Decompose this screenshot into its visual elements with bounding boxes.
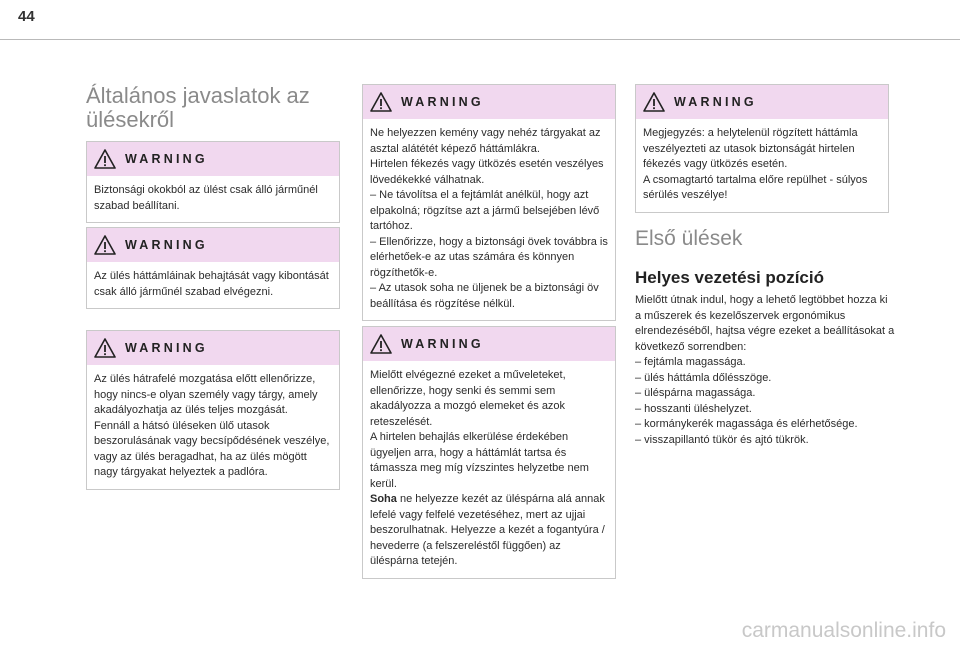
intro-paragraph: Mielőtt útnak indul, hogy a lehető legtöbbet hozza ki a műszerek és kezelőszervek ergonómikus elrendezéséből, hajtsa végre ezeket a beállításokat a következő sorrendben: bbox=[635, 294, 895, 353]
list-item: – ülés háttámla dőlésszöge. bbox=[635, 371, 772, 384]
list-item: – visszapillantó tükör és ajtó tükrök. bbox=[635, 433, 809, 446]
warning-header bbox=[363, 85, 615, 119]
warning-list-item: – Az utasok soha ne üljenek be a biztonsági öv beállítása és rögzítése nélkül. bbox=[370, 282, 599, 310]
page-number: 44 bbox=[18, 8, 35, 25]
list-item: – fejtámla magassága. bbox=[635, 356, 746, 368]
page-title: Általános javaslatok az ülésekről bbox=[86, 83, 310, 132]
warning-paragraph: A hirtelen behajlás elkerülése érdekében ügyeljen arra, hogy a háttámlát tartsa és támassza meg míg vízszintes helyzetbe nem kerül. bbox=[370, 431, 589, 490]
emphasis-word: Soha bbox=[370, 493, 397, 505]
warning-paragraph: Hirtelen fékezés vagy ütközés esetén veszélyes lövedékekké válhatnak. bbox=[370, 158, 604, 186]
warning-text bbox=[87, 262, 339, 308]
warning-box bbox=[86, 141, 340, 223]
warning-label: WARNING bbox=[401, 95, 484, 109]
warning-paragraph: Az ülés hátrafelé mozgatása előtt ellenőrizze, hogy nincs-e olyan személy vagy tárgy, amely akadályozhatja az ülés teljes mozgását. bbox=[94, 373, 318, 416]
warning-triangle-icon bbox=[643, 92, 665, 112]
warning-paragraph: Biztonsági okokból az ülést csak álló járműnél szabad beállítani. bbox=[94, 184, 318, 212]
warning-text bbox=[636, 119, 888, 212]
warning-list-item: – Ne távolítsa el a fejtámlát anélkül, hogy azt elpakolná; rögzítse azt a jármű belsejében lévő tartóhoz. bbox=[370, 189, 600, 232]
warning-triangle-icon bbox=[94, 235, 116, 255]
warning-header bbox=[87, 331, 339, 365]
warning-paragraph: Fennáll a hátsó üléseken ülő utasok beszorulásának vagy becsípődésének veszélye, vagy az ülés beragadhat, ha az ülés mögött nagy tárgyakat helyeztek a padlóra. bbox=[94, 419, 330, 478]
warning-paragraph: Mielőtt elvégezné ezeket a műveleteket, ellenőrizze, hogy senki és semmi sem akadályozza a mozgó elemeket és azok reteszelését. bbox=[370, 369, 566, 428]
warning-triangle-icon bbox=[94, 149, 116, 169]
warning-header bbox=[87, 228, 339, 262]
watermark-text: carmanualsonline.info bbox=[741, 619, 946, 642]
warning-header bbox=[363, 327, 615, 361]
warning-label: WARNING bbox=[674, 95, 757, 109]
warning-box bbox=[86, 227, 340, 309]
section-title: Első ülések bbox=[635, 227, 743, 250]
warning-box bbox=[635, 84, 889, 213]
warning-header bbox=[87, 142, 339, 176]
warning-triangle-icon bbox=[370, 92, 392, 112]
warning-paragraph: Megjegyzés: a helytelenül rögzített háttámla veszélyezteti az utasok biztonságát hirtelen fékezés vagy ütközés esetén. bbox=[643, 127, 858, 170]
warning-box bbox=[86, 330, 340, 490]
warning-paragraph bbox=[370, 492, 608, 570]
warning-text bbox=[87, 176, 339, 222]
warning-label: WARNING bbox=[125, 238, 208, 252]
list-item: – üléspárna magassága. bbox=[635, 387, 756, 399]
list-item: – hosszanti üléshelyzet. bbox=[635, 402, 752, 415]
warning-triangle-icon bbox=[370, 334, 392, 354]
warning-text bbox=[363, 119, 615, 320]
list-item: – kormánykerék magassága és elérhetősége. bbox=[635, 418, 858, 430]
warning-label: WARNING bbox=[125, 152, 208, 166]
subsection-title: Helyes vezetési pozíció bbox=[635, 268, 824, 287]
warning-paragraph: A csomagtartó tartalma előre repülhet - súlyos sérülés veszélye! bbox=[643, 173, 868, 201]
warning-text-rest: ne helyezze kezét az üléspárna alá annak lefelé vagy felfelé vezetéséhez, mert az ujjai beszorulhatnak. Helyezze a kezét a fogantyúra / hevederre (a felszereléstől függően) az üléspárna tetején. bbox=[370, 493, 605, 567]
warning-triangle-icon bbox=[94, 338, 116, 358]
warning-list-item: – Ellenőrizze, hogy a biztonsági övek továbbra is elérhetőek-e az utas számára és könnyen rögzíthetők-e. bbox=[370, 235, 608, 279]
warning-box bbox=[362, 326, 616, 579]
warning-label: WARNING bbox=[125, 341, 208, 355]
warning-paragraph: Az ülés háttámláinak behajtását vagy kibontását csak álló járműnél szabad elvégezni. bbox=[94, 270, 329, 298]
body-text bbox=[635, 293, 895, 448]
warning-text bbox=[363, 361, 615, 578]
header-divider bbox=[0, 39, 960, 40]
warning-box bbox=[362, 84, 616, 321]
warning-header bbox=[636, 85, 888, 119]
warning-text bbox=[87, 365, 339, 489]
warning-label: WARNING bbox=[401, 337, 484, 351]
warning-paragraph: Ne helyezzen kemény vagy nehéz tárgyakat az asztal alátétét képező háttámlákra. bbox=[370, 127, 601, 155]
